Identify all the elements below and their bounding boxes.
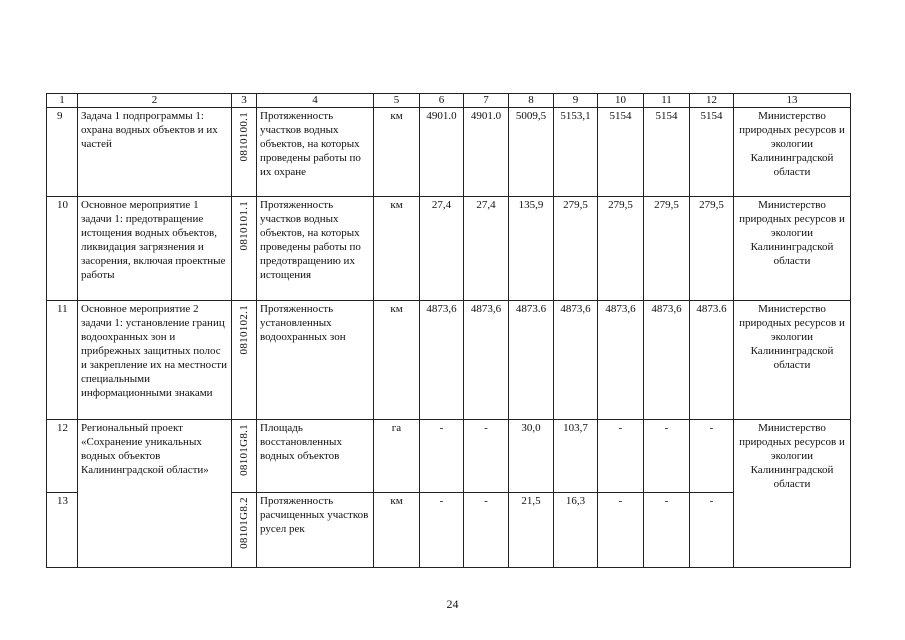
indicator-name: Протяженность участков водных объектов, на которых проведены работы по предотвращению их истощения	[257, 197, 374, 301]
code-cell	[232, 197, 257, 301]
value-cell: 4901.0	[464, 108, 509, 197]
value-cell: -	[598, 493, 644, 568]
code-cell	[232, 301, 257, 420]
value-cell: -	[598, 420, 644, 493]
code-text: 0810102.1	[238, 305, 250, 355]
value-cell: 279,5	[690, 197, 734, 301]
code-text: 0810101.1	[238, 201, 250, 251]
value-cell: 5154	[644, 108, 690, 197]
code-cell	[232, 108, 257, 197]
value-cell: -	[420, 420, 464, 493]
header-cell: 7	[464, 94, 509, 108]
value-cell: 279,5	[644, 197, 690, 301]
header-cell: 1	[47, 94, 78, 108]
value-cell: 5154	[598, 108, 644, 197]
unit-cell: км	[374, 108, 420, 197]
value-cell: 30,0	[509, 420, 554, 493]
column-number-row	[47, 94, 851, 108]
indicator-name: Площадь восстановленных водных объектов	[257, 420, 374, 493]
value-cell: -	[464, 420, 509, 493]
value-cell: 4873.6	[690, 301, 734, 420]
header-cell: 2	[78, 94, 232, 108]
indicators-table	[46, 93, 851, 568]
unit-cell: км	[374, 301, 420, 420]
header-cell: 8	[509, 94, 554, 108]
value-cell: 4873,6	[464, 301, 509, 420]
row-number: 11	[47, 301, 78, 420]
row-number: 12	[47, 420, 78, 493]
value-cell: 103,7	[554, 420, 598, 493]
page-number: 24	[446, 597, 459, 611]
header-cell: 9	[554, 94, 598, 108]
code-text: 08101G8.1	[238, 424, 250, 476]
value-cell: -	[464, 493, 509, 568]
responsible-cell: Министерство природных ресурсов и экологии Калининградской области	[734, 420, 851, 568]
header-cell: 5	[374, 94, 420, 108]
activity-name: Основное мероприятие 2 задачи 1: установление границ водоохранных зон и прибрежных защитных полос и закрепление их на местности специальными информационными знаками	[78, 301, 232, 420]
value-cell: 27,4	[464, 197, 509, 301]
value-cell: 5154	[690, 108, 734, 197]
value-cell: 279,5	[598, 197, 644, 301]
value-cell: 4873.6	[509, 301, 554, 420]
value-cell: 4873,6	[420, 301, 464, 420]
header-cell: 12	[690, 94, 734, 108]
unit-cell: га	[374, 420, 420, 493]
value-cell: -	[690, 420, 734, 493]
value-cell: 5009,5	[509, 108, 554, 197]
activity-name: Задача 1 подпрограммы 1: охрана водных объектов и их частей	[78, 108, 232, 197]
value-cell: 27,4	[420, 197, 464, 301]
table-row	[47, 197, 851, 301]
value-cell: 4873,6	[644, 301, 690, 420]
header-cell: 10	[598, 94, 644, 108]
header-cell: 11	[644, 94, 690, 108]
header-cell: 3	[232, 94, 257, 108]
value-cell: 4873,6	[554, 301, 598, 420]
activity-name: Региональный проект «Сохранение уникальных водных объектов Калининградской области»	[78, 420, 232, 568]
table-row	[47, 420, 851, 493]
value-cell: -	[420, 493, 464, 568]
code-text: 0810100.1	[238, 112, 250, 162]
value-cell: 4901.0	[420, 108, 464, 197]
row-number: 13	[47, 493, 78, 568]
value-cell: -	[644, 420, 690, 493]
header-cell: 13	[734, 94, 851, 108]
activity-name: Основное мероприятие 1 задачи 1: предотвращение истощения водных объектов, ликвидация загрязнения и засорения, включая проектные работы	[78, 197, 232, 301]
responsible-cell: Министерство природных ресурсов и экологии Калининградской области	[734, 301, 851, 420]
header-cell: 4	[257, 94, 374, 108]
indicator-name: Протяженность участков водных объектов, на которых проведены работы по их охране	[257, 108, 374, 197]
indicator-name: Протяженность установленных водоохранных зон	[257, 301, 374, 420]
responsible-cell: Министерство природных ресурсов и экологии Калининградской области	[734, 108, 851, 197]
value-cell: -	[690, 493, 734, 568]
value-cell: 16,3	[554, 493, 598, 568]
code-cell	[232, 420, 257, 493]
header-cell: 6	[420, 94, 464, 108]
responsible-cell: Министерство природных ресурсов и экологии Калининградской области	[734, 197, 851, 301]
row-number: 10	[47, 197, 78, 301]
row-number: 9	[47, 108, 78, 197]
value-cell: 135,9	[509, 197, 554, 301]
code-text: 08101G8.2	[238, 497, 250, 549]
value-cell: 21,5	[509, 493, 554, 568]
value-cell: 4873,6	[598, 301, 644, 420]
table-row	[47, 301, 851, 420]
table-row	[47, 108, 851, 197]
value-cell: 5153,1	[554, 108, 598, 197]
unit-cell: км	[374, 197, 420, 301]
value-cell: 279,5	[554, 197, 598, 301]
value-cell: -	[644, 493, 690, 568]
unit-cell: км	[374, 493, 420, 568]
code-cell	[232, 493, 257, 568]
indicator-name: Протяженность расчищенных участков русел рек	[257, 493, 374, 568]
